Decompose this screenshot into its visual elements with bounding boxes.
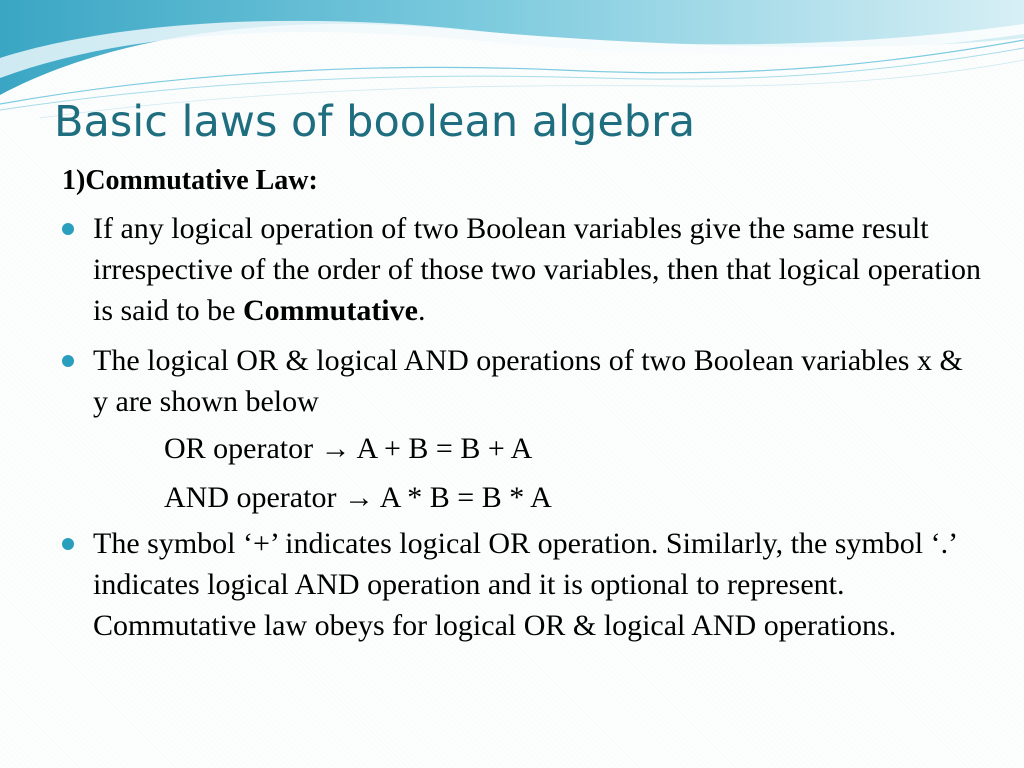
bullet-dot-icon [62, 355, 74, 367]
formula-and: AND operator → A * B = B * A [164, 481, 552, 514]
bullet-text: If any logical operation of two Boolean variables give the same result irrespective of the order of those two variables, then that logical operation is said to be [93, 212, 982, 327]
bullet-item [62, 208, 982, 331]
bullet-dot-icon [62, 223, 74, 235]
bullet-bold-term: Commutative [243, 294, 418, 327]
slide-content [62, 162, 982, 655]
bullet-dot-icon [62, 538, 74, 550]
formula-block [62, 424, 982, 522]
formula-or: OR operator → A + B = B + A [164, 432, 533, 465]
bullet-text-end: . [417, 294, 426, 327]
bullet-text: The symbol ‘+’ indicates logical OR operation. Similarly, the symbol ‘.’ indicates logical AND operation and it is optional to represent. Commutative law obeys for logical OR & logical AND operations. [93, 527, 956, 642]
section-heading: 1)Commutative Law: [62, 165, 318, 196]
bullet-item [62, 340, 982, 422]
slide-title: Basic laws of boolean algebra [54, 97, 696, 147]
bullet-item [62, 523, 982, 646]
bullet-text: The logical OR & logical AND operations of two Boolean variables x & y are shown below [93, 344, 963, 418]
